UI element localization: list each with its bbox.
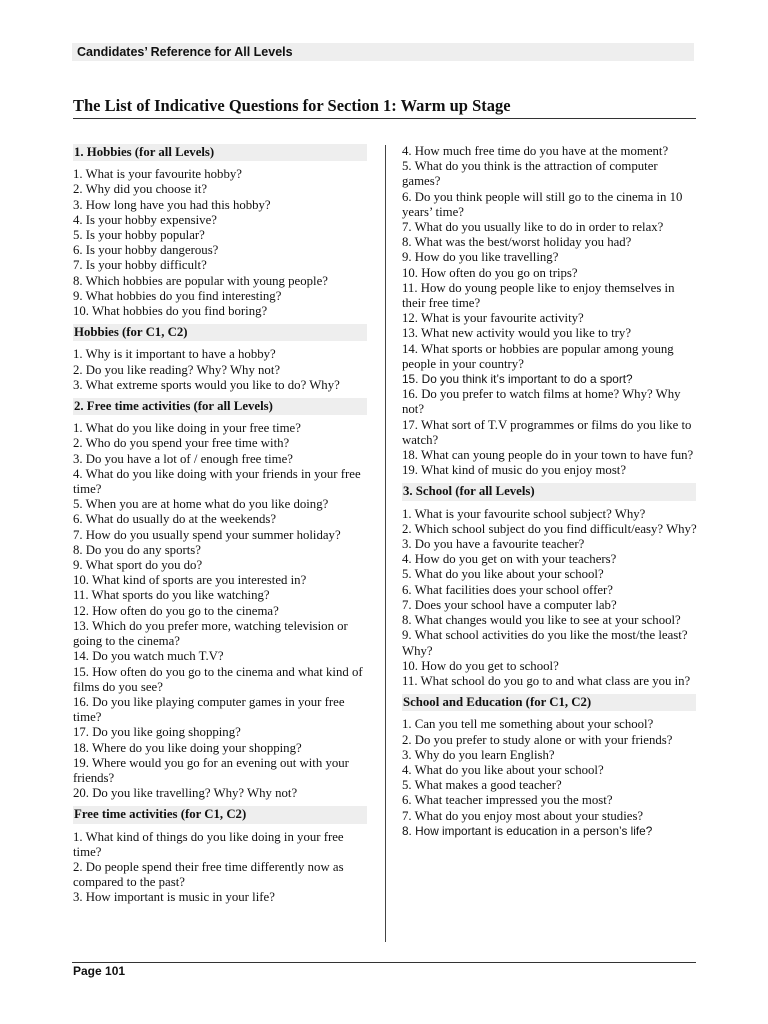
question-item: 16. Do you like playing computer games in your free time? [73, 694, 345, 725]
question-item: 1. What is your favourite school subject? Why? [402, 506, 646, 521]
question-item: 18. Where do you like doing your shopping? [73, 740, 302, 755]
question-item: 6. What facilities does your school offer? [402, 582, 613, 597]
question-item: 10. What hobbies do you find boring? [73, 304, 268, 319]
question-item: 9. What school activities do you like the most/the least? Why? [402, 628, 688, 658]
question-item: 16. Do you prefer to watch films at home? Why? Why not? [402, 387, 681, 417]
question-item: 11. What sports do you like watching? [73, 588, 270, 603]
question-item: 4. Is your hobby expensive? [73, 212, 217, 227]
question-item: 4. What do you like about your school? [402, 762, 604, 777]
question-item: 9. What hobbies do you find interesting? [73, 288, 282, 303]
question-item: 7. Is your hobby difficult? [73, 258, 207, 273]
question-item: 1. Can you tell me something about your school? [402, 717, 654, 732]
question-item: 2. Which school subject do you find difficult/easy? Why? [402, 521, 697, 536]
question-item: 2. Who do you spend your free time with? [73, 436, 290, 451]
question-item: 3. How long have you had this hobby? [73, 197, 271, 212]
question-item: 1. What kind of things do you like doing in your free time? [73, 829, 344, 859]
running-header: Candidates’ Reference for All Levels [72, 43, 694, 61]
question-item: 10. How do you get to school? [402, 658, 559, 673]
question-item: 6. Is your hobby dangerous? [73, 243, 219, 258]
question-item: 17. What sort of T.V programmes or films do you like to watch? [402, 417, 692, 447]
question-item: 3. Do you have a lot of / enough free time? [73, 451, 293, 466]
question-item: 7. How do you usually spend your summer holiday? [73, 527, 341, 542]
question-item: 6. What do usually do at the weekends? [73, 512, 277, 527]
question-item: 9. What sport do you do? [73, 558, 203, 573]
question-item: 1. What do you like doing in your free time? [73, 421, 301, 436]
question-item: 5. Is your hobby popular? [73, 228, 205, 243]
question-item: 8. What was the best/worst holiday you had? [402, 235, 632, 250]
question-item: 17. Do you like going shopping? [73, 725, 241, 740]
question-item: 13. What new activity would you like to try? [402, 326, 631, 341]
question-item: 12. What is your favourite activity? [402, 311, 584, 326]
question-item: 6. Do you think people will still go to the cinema in 10 years’ time? [402, 189, 683, 219]
footer-rule [72, 962, 696, 963]
question-item: 8. How important is education in a person’s life? [402, 823, 653, 838]
question-item: 14. Do you watch much T.V? [73, 649, 224, 664]
section-heading: Free time activities (for C1, C2) [73, 806, 367, 823]
question-item: 10. How often do you go on trips? [402, 265, 578, 280]
question-item: 4. How do you get on with your teachers? [402, 552, 617, 567]
question-item: 18. What can young people do in your town to have fun? [402, 448, 694, 463]
section-heading: 1. Hobbies (for all Levels) [73, 144, 367, 161]
question-item: 1. Why is it important to have a hobby? [73, 347, 276, 362]
question-item: 11. What school do you go to and what class are you in? [402, 673, 691, 688]
question-item: 7. What do you enjoy most about your studies? [402, 808, 644, 823]
question-item: 5. What do you think is the attraction of computer games? [402, 159, 658, 189]
question-item: 4. What do you like doing with your friends in your free time? [73, 466, 361, 497]
question-item: 7. What do you usually like to do in order to relax? [402, 220, 664, 235]
right-column [402, 144, 698, 839]
question-item: 10. What kind of sports are you interested in? [73, 573, 307, 588]
question-item: 2. Do you prefer to study alone or with your friends? [402, 732, 673, 747]
question-item: 1. What is your favourite hobby? [73, 167, 242, 182]
question-item: 15. Do you think it’s important to do a sport? [402, 372, 633, 387]
section-heading: Hobbies (for C1, C2) [73, 324, 367, 341]
question-item: 5. What do you like about your school? [402, 567, 604, 582]
page-number: Page 101 [73, 964, 126, 978]
question-item: 6. What teacher impressed you the most? [402, 793, 613, 808]
question-item: 3. Why do you learn English? [402, 747, 555, 762]
question-item: 8. Do you do any sports? [73, 542, 201, 557]
question-item: 11. How do young people like to enjoy themselves in their free time? [402, 280, 675, 311]
question-item: 5. What makes a good teacher? [402, 778, 562, 793]
question-item: 2. Do you like reading? Why? Why not? [73, 362, 281, 377]
question-item: 5. When you are at home what do you like doing? [73, 497, 329, 512]
section-heading: 2. Free time activities (for all Levels) [73, 398, 367, 415]
question-item: 19. What kind of music do you enjoy most? [402, 463, 627, 478]
question-item: 3. What extreme sports would you like to do? Why? [73, 377, 340, 392]
question-item: 3. How important is music in your life? [73, 890, 275, 905]
question-item: 20. Do you like travelling? Why? Why not? [73, 786, 298, 801]
question-item: 9. How do you like travelling? [402, 250, 559, 265]
question-item: 7. Does your school have a computer lab? [402, 597, 617, 612]
question-item: 13. Which do you prefer more, watching television or going to the cinema? [73, 618, 348, 649]
question-item: 19. Where would you go for an evening out with your friends? [73, 755, 349, 785]
question-item: 3. Do you have a favourite teacher? [402, 537, 585, 552]
question-item: 8. What changes would you like to see at your school? [402, 613, 681, 628]
question-item: 8. Which hobbies are popular with young people? [73, 273, 328, 288]
question-item: 12. How often do you go to the cinema? [73, 603, 279, 618]
question-item: 15. How often do you go to the cinema and what kind of films do you see? [73, 664, 363, 694]
question-item: 2. Do people spend their free time differently now as compared to the past? [73, 859, 344, 890]
section-heading: School and Education (for C1, C2) [402, 694, 696, 711]
left-column [73, 144, 373, 906]
column-divider [385, 145, 386, 942]
section-heading: 3. School (for all Levels) [402, 483, 696, 500]
question-item: 2. Why did you choose it? [73, 182, 208, 197]
question-item: 4. How much free time do you have at the moment? [402, 144, 669, 158]
page-title: The List of Indicative Questions for Section 1: Warm up Stage [73, 96, 696, 119]
question-item: 14. What sports or hobbies are popular among young people in your country? [402, 341, 674, 371]
